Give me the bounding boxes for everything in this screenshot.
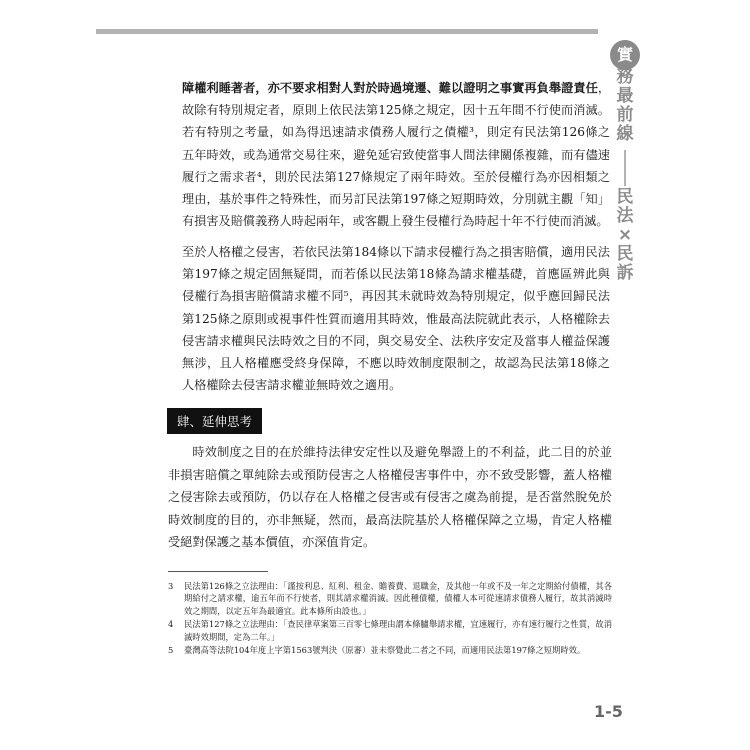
sidebar-topic-label: 民 法 × 民 訴 — [616, 187, 634, 283]
paragraph-body: ，故除有特別規定者，原則上依民法第125條之規定，因十五年間不行使而消滅。若有特別之考量，如為得迅速請求債務人履行之債權³，則定有民法第126條之五年時效，或為通常交易往來，避免延宕致使當事人間法律關係複雜，而有儘速履行之需求者⁴，則於民法第127條規定了兩年時效。至於侵權行為亦因相類之理由，基於事件之特殊性，而另訂民法第197條之短期時效，分別就主觀「知」有損害及賠償義務人時起兩年，或客觀上發生侵權行為時起十年不行使而消滅。 — [182, 81, 610, 229]
footnotes — [168, 580, 612, 657]
bold-lead: 障權利睡著者，亦不要求相對人對於時過境遷、難以證明之事實再負舉證責任 — [182, 81, 598, 95]
footnote-item — [168, 580, 612, 617]
sidebar-series-label: 務 最 前 線 — [616, 67, 634, 144]
footnote-number: 4 — [168, 619, 174, 630]
footnote-divider — [168, 571, 268, 572]
paragraph-personality-right — [182, 241, 610, 396]
footnote-text: 臺灣高等法院104年度上字第1563號判決（原審）並未察覺此二者之不同，而適用民法第197條之短期時效。 — [184, 645, 586, 656]
paragraph-reflection — [168, 441, 612, 554]
footnote-number: 3 — [168, 581, 174, 591]
paragraph-body: 至於人格權之侵害，若依民法第184條以下請求侵權行為之損害賠償，適用民法第197條之規定固無疑問，而若係以民法第18條為請求權基礎，首應區辨此與侵權行為損害賠償請求權不同⁵，再因其未就時效為特別規定，似乎應回歸民法第125條之原則或視事件性質而適用其時效，惟最高法院就此表示，人格權除去侵害請求權與民法時效之目的不同，與交易安全、法秩序安定及當事人權益保護無涉，且人格權應受終身保障，不應以時效制度限制之，故認為民法第18條之人格權除去侵害請求權並無時效之適用。 — [182, 245, 610, 393]
paragraph-time-limitation — [182, 77, 610, 232]
footnote-number: 5 — [168, 645, 174, 656]
sidebar-divider — [624, 150, 626, 186]
sidebar-badge: 實 — [610, 40, 640, 70]
footnote-item — [168, 618, 612, 643]
paragraph-body: 時效制度之目的在於維持法律安定性以及避免舉證上的不利益，此二目的於並非損害賠償之單純除去或預防侵害之人格權侵害事件中，亦不致受影響，蓋人格權之侵害除去或預防，仍以存在人格權之侵害或有侵害之虞為前提，是否當然脫免於時效制度的目的，亦非無疑，然而，最高法院基於人格權保障之立場，肯定人格權受絕對保護之基本價值，亦深值肯定。 — [168, 445, 612, 550]
footnote-item — [168, 644, 612, 656]
footnote-text: 民法第126條之立法理由：「謹按利息、紅利、租金、贍養費、退職金，及其他一年或不及一年之定期給付債權，其各期給付之請求權，逾五年而不行使者，則其請求權消滅。因此種債權，債權人本可從速請求債務人履行，故其消滅時效之期間，以定五年為最適宜。此本條所由設也。」 — [184, 581, 612, 616]
header-rule — [96, 29, 598, 34]
footnote-text: 民法第127條之立法理由：「查民律草案第三百零七條理由謂本條臚舉請求權，宜速履行，亦有速行履行之性質，故消滅時效期間，定為二年。」 — [184, 619, 612, 642]
section-heading: 肆、延伸思考 — [167, 408, 262, 434]
page-number: 1-5 — [594, 702, 623, 721]
